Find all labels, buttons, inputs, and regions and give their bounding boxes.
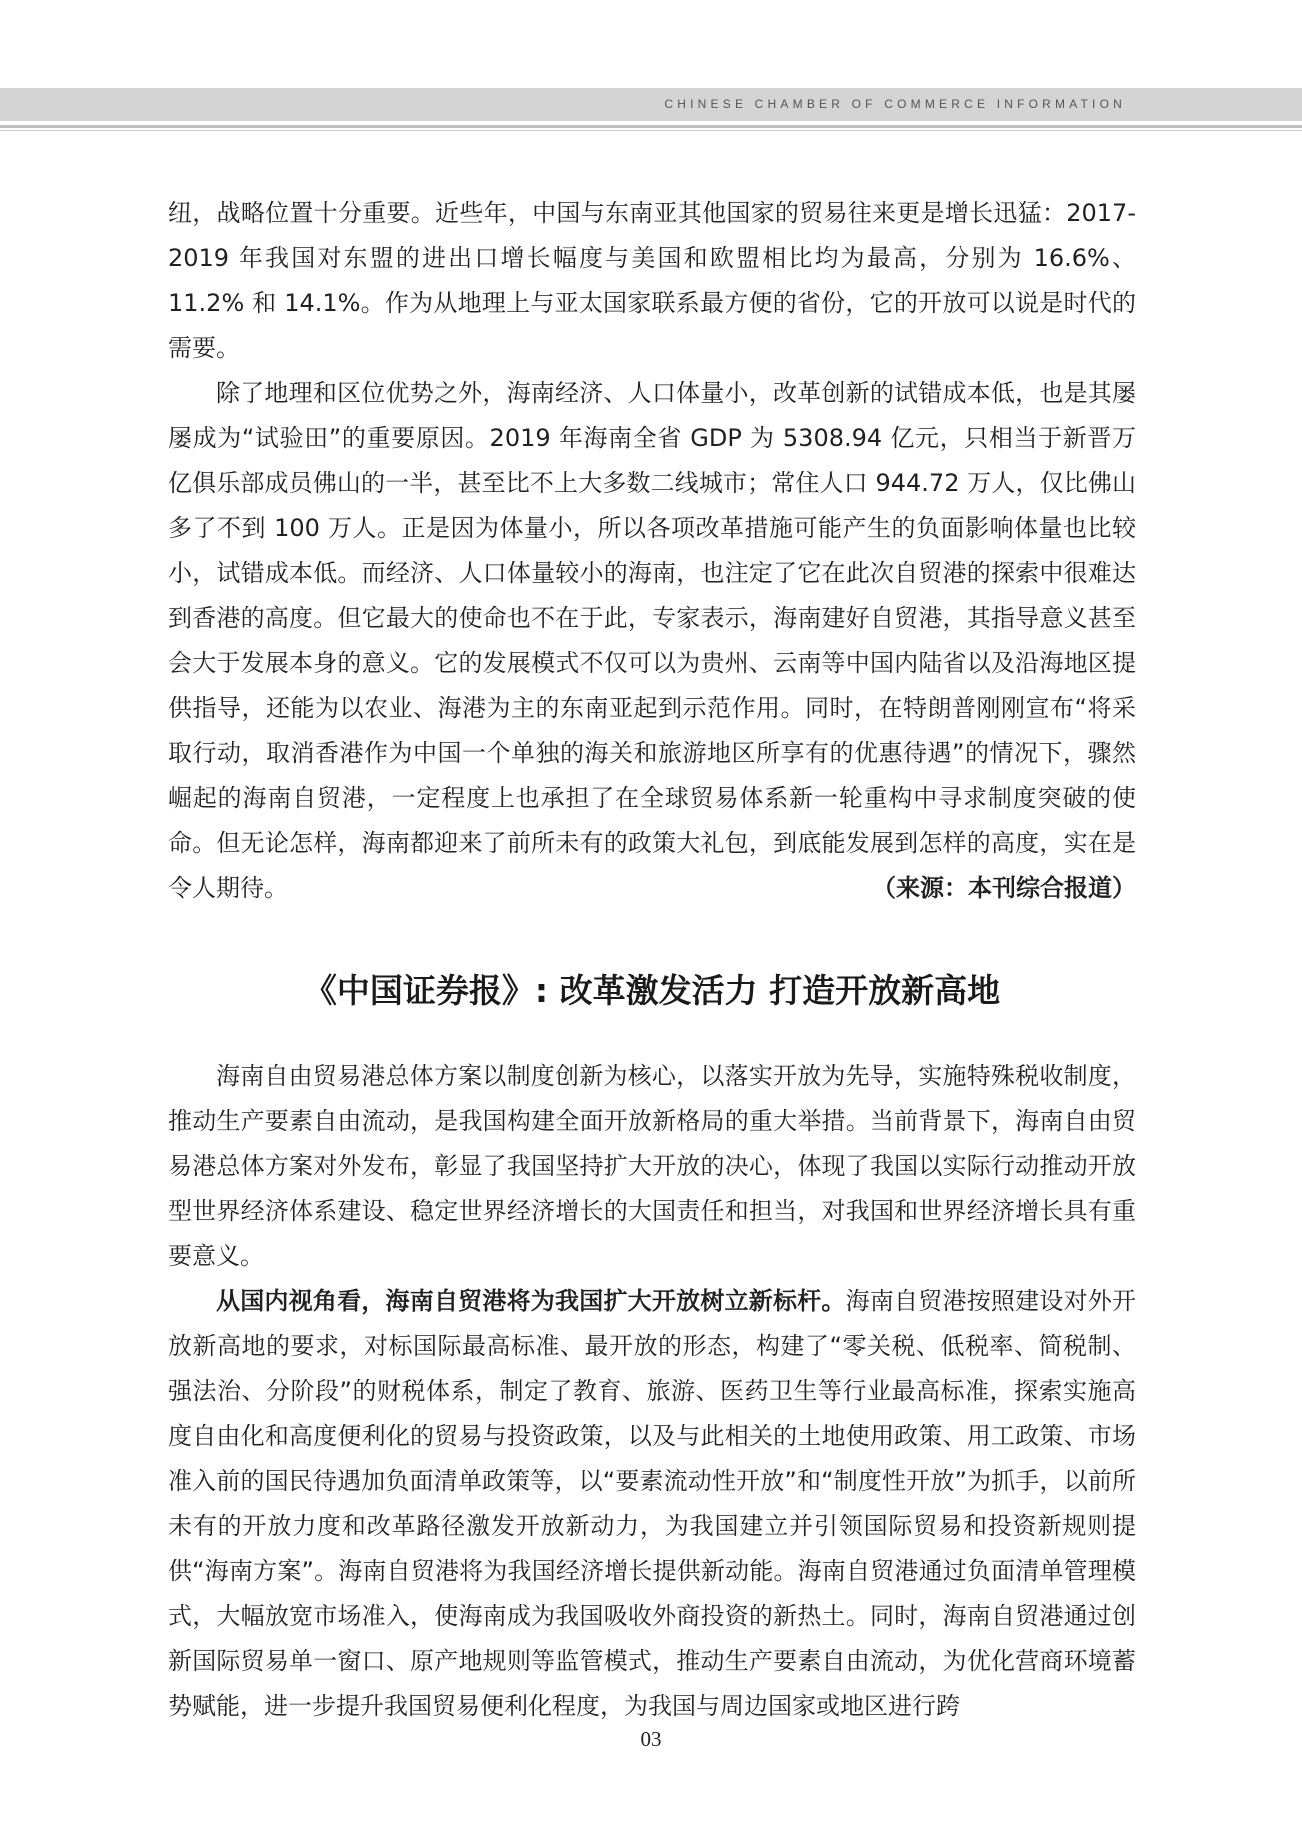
source-attribution: （来源：本刊综合报道） [872,874,1136,902]
paragraph-lead-sentence: 从国内视角看，海南自贸港将为我国扩大开放树立新标杆。 [216,1287,846,1315]
header-divider-thin [0,130,1302,131]
paragraph-body-text: 海南自贸港按照建设对外开放新高地的要求，对标国际最高标准、最开放的形态，构建了“零关税、低税率、简税制、强法治、分阶段”的财税体系，制定了教育、旅游、医药卫生等行业最高标准，探索实施高度自由化和高度便利化的贸易与投资政策，以及与此相关的土地使用政策、用工政策、市场准入前的国民待遇加负面清单政策等，以“要素流动性开放”和“制度性开放”为抓手，以前所未有的开放力度和改革路径激发开放新动力，为我国建立并引领国际贸易和投资新规则提供“海南方案”。海南自贸港将为我国经济增长提供新动能。海南自贸港通过负面清单管理模式，大幅放宽市场准入，使海南成为我国吸收外商投资的新热土。同时，海南自贸港通过创新国际贸易单一窗口、原产地规则等监管模式，推动生产要素自由流动，为优化营商环境蓄势赋能，进一步提升我国贸易便利化程度，为我国与周边国家或地区进行跨 [168,1287,1137,1720]
paragraph-continuation: 纽，战略位置十分重要。近些年，中国与东南亚其他国家的贸易往来更是增长迅猛：2017-2019 年我国对东盟的进出口增长幅度与美国和欧盟相比均为最高，分别为 16.6%、11.2% 和 14.1%。作为从地理上与亚太国家联系最方便的省份，它的开放可以说是时代的需要。 [168,199,1136,362]
header-divider-thick [0,125,1302,128]
article-body [168,191,1136,1729]
running-header-title: CHINESE CHAMBER OF COMMERCE INFORMATION [664,97,1126,111]
paragraph-hainan-scale: 除了地理和区位优势之外，海南经济、人口体量小，改革创新的试错成本低，也是其屡屡成为“试验田”的重要原因。2019 年海南全省 GDP 为 5308.94 亿元，只相当于新晋万亿俱乐部成员佛山的一半，甚至比不上大多数二线城市；常住人口 944.72 万人，仅比佛山多了不到 100 万人。正是因为体量小，所以各项改革措施可能产生的负面影响体量也比较小，试错成本低。而经济、人口体量较小的海南，也注定了它在此次自贸港的探索中很难达到香港的高度。但它最大的使命也不在于此，专家表示，海南建好自贸港，其指导意义甚至会大于发展本身的意义。它的发展模式不仅可以为贵州、云南等中国内陆省以及沿海地区提供指导，还能为以农业、海港为主的东南亚起到示范作用。同时，在特朗普刚刚宣布“将采取行动，取消香港作为中国一个单独的海关和旅游地区所享有的优惠待遇”的情况下，骤然崛起的海南自贸港，一定程度上也承担了在全球贸易体系新一轮重构中寻求制度突破的使命。但无论怎样，海南都迎来了前所未有的政策大礼包，到底能发展到怎样的高度，实在是令人期待。 [168,379,1136,902]
paragraph-overview: 海南自由贸易港总体方案以制度创新为核心，以落实开放为先导，实施特殊税收制度，推动生产要素自由流动，是我国构建全面开放新格局的重大举措。当前背景下，海南自由贸易港总体方案对外发布，彰显了我国坚持扩大开放的决心，体现了我国以实际行动推动开放型世界经济体系建设、稳定世界经济增长的大国责任和担当，对我国和世界经济增长具有重要意义。 [168,1062,1136,1270]
header-band [0,88,1302,121]
paragraph-domestic-view [168,1279,1136,1729]
section-title: 《中国证券报》: 改革激发活力 打造开放新高地 [303,971,1001,1010]
page-number: 03 [640,1727,662,1751]
